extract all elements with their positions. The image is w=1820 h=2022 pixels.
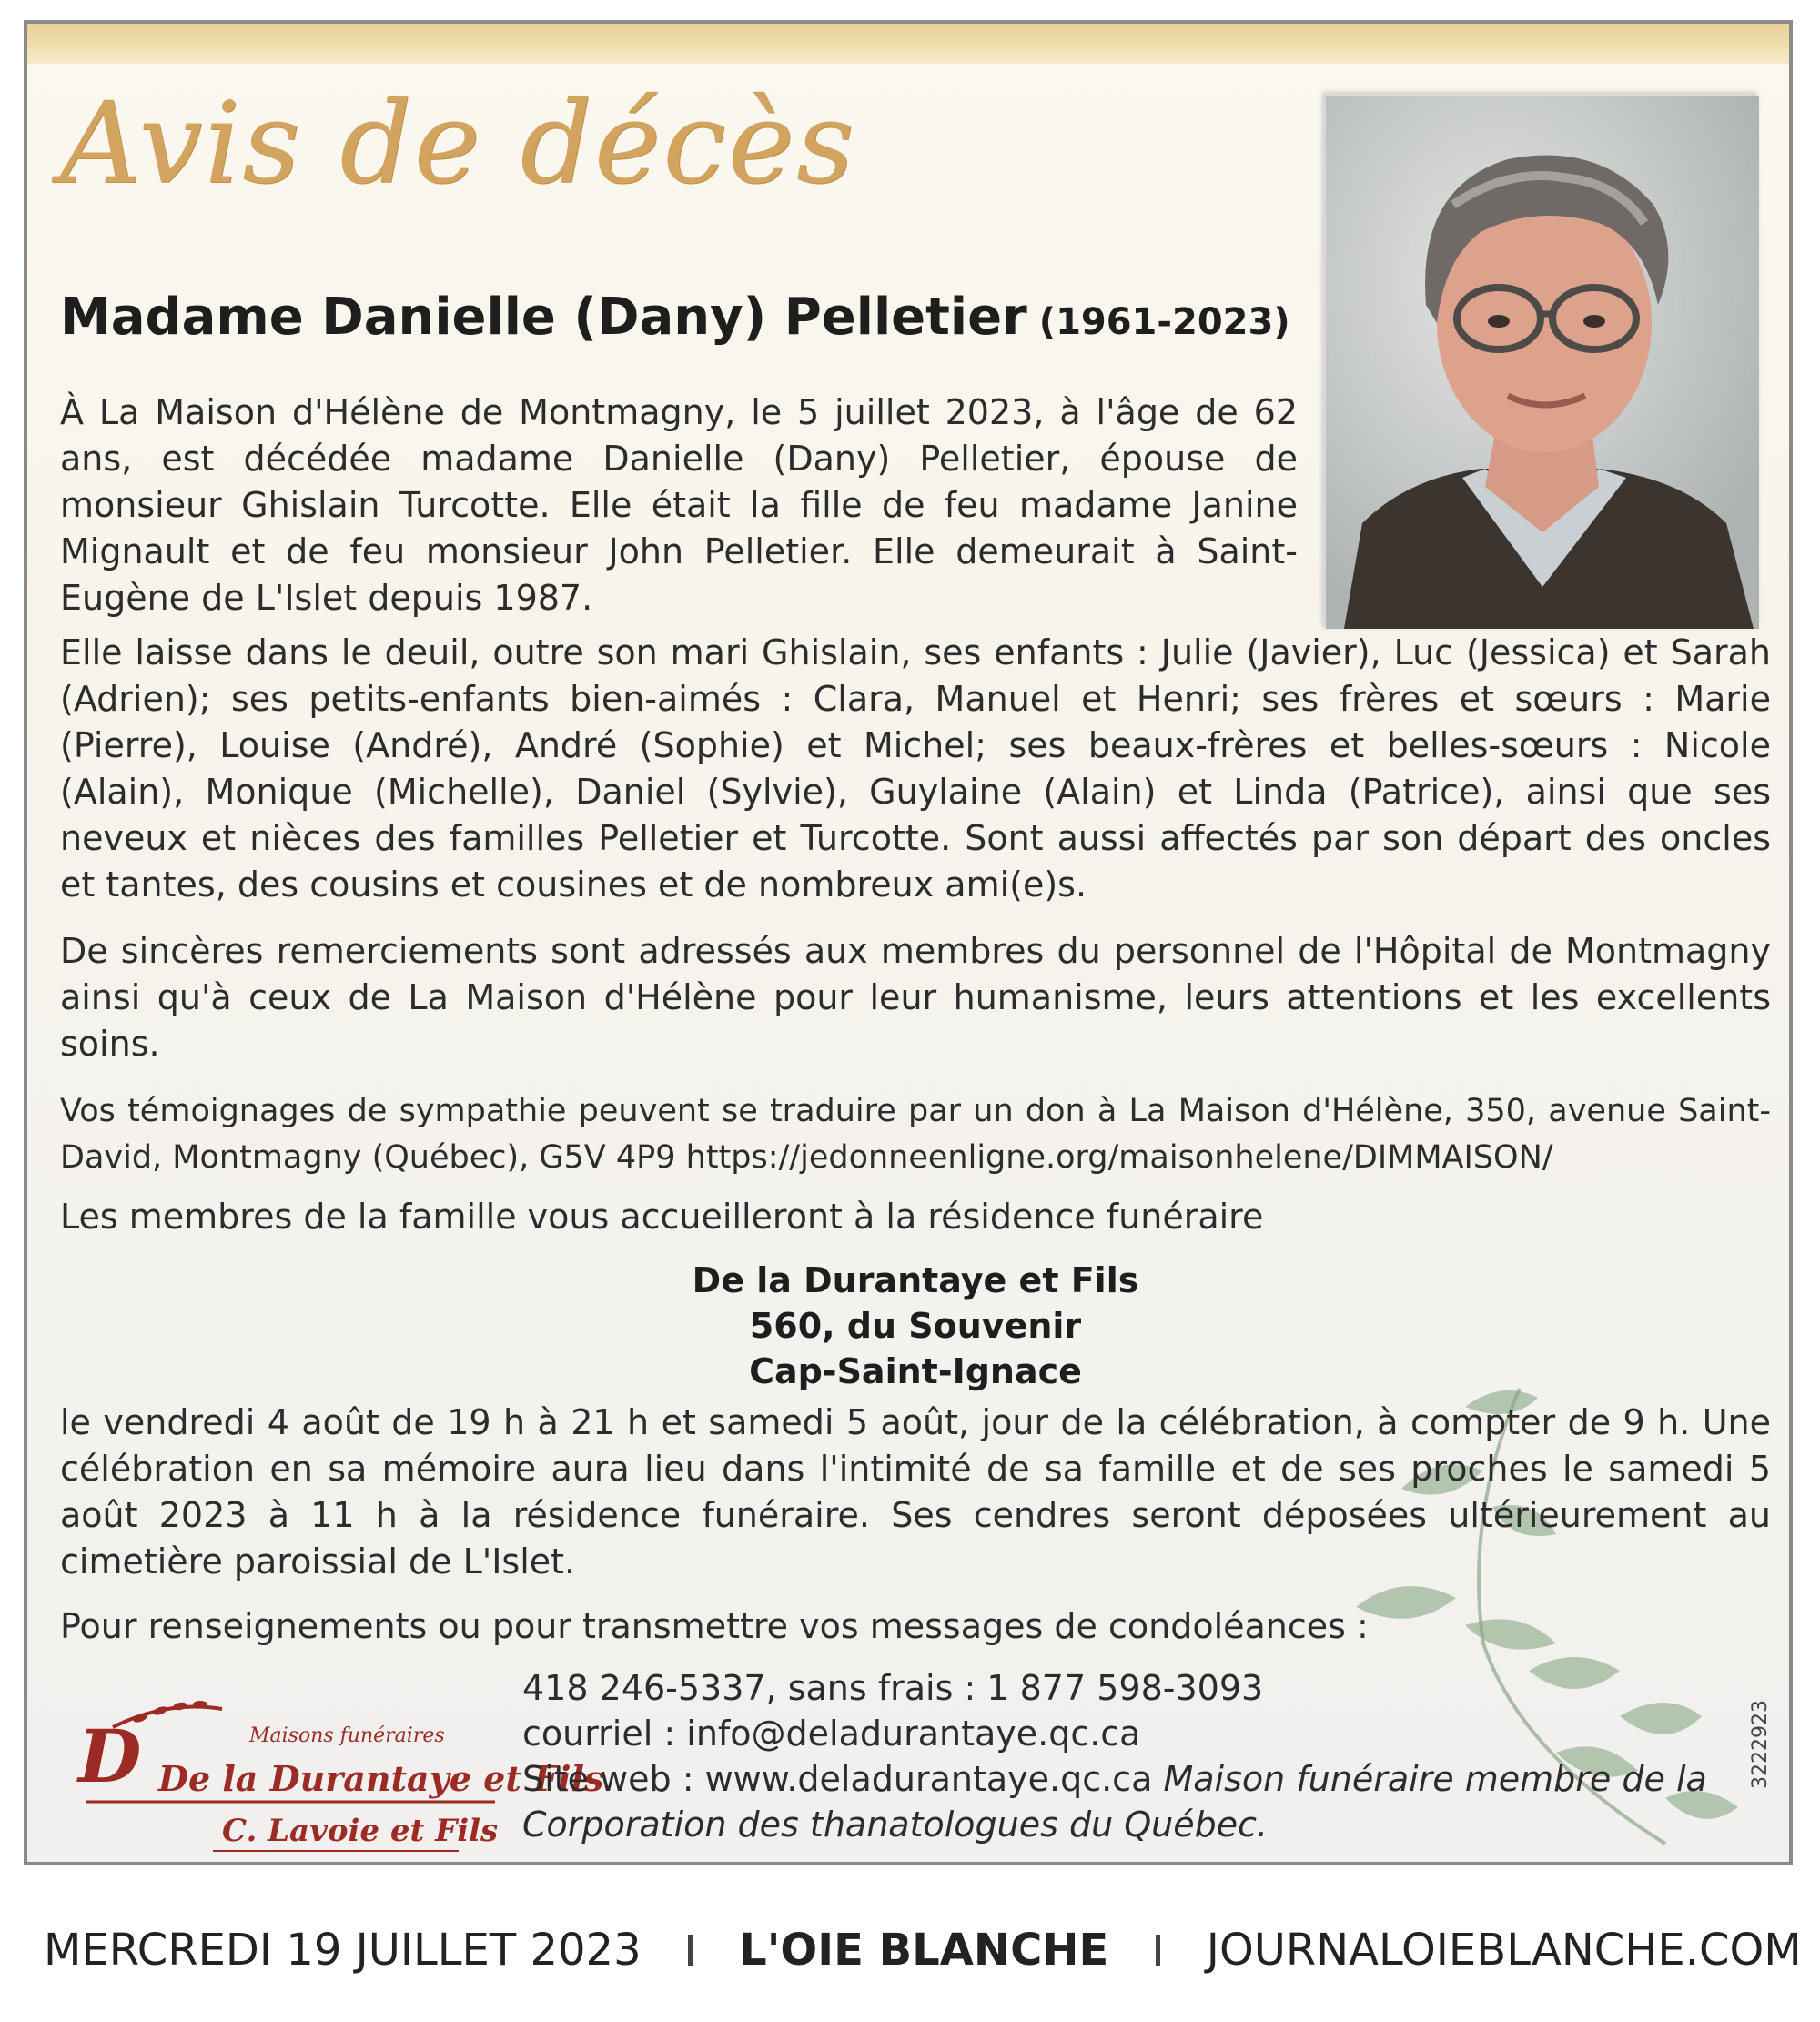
footer-website: JOURNALOIEBLANCHE.COM [1206, 1925, 1802, 1976]
paragraph-donations: Vos témoignages de sympathie peuvent se traduire par un don à La Maison d'Hélène, 350, avenue Saint-David, Montmagny (Québec), G5V 4P9 https://jedonneenligne.org/maisonhelene/DIMMAISON/ [60, 1093, 1771, 1176]
logo-line-3: C. Lavoie et Fils [222, 1813, 499, 1849]
logo-initial: D [78, 1714, 142, 1799]
venue-city: Cap-Saint-Ignace [749, 1351, 1082, 1391]
logo-graphic [58, 1691, 604, 1864]
life-years: (1961-2023) [1038, 301, 1290, 343]
venue-street: 560, du Souvenir [749, 1306, 1082, 1346]
footer-date: MERCREDI 19 JUILLET 2023 [44, 1925, 642, 1976]
paragraph-death-details: À La Maison d'Hélène de Montmagny, le 5 juillet 2023, à l'âge de 62 ans, est décédée madame Danielle (Dany) Pelletier, épouse de monsieur Ghislain Turcotte. Elle était la fille de feu madame Janine Mignault et de feu monsieur John Pelletier. Elle demeurait à Saint-Eugène de L'Islet depuis 1987. [60, 392, 1298, 618]
contact-phone: 418 246-5337, sans frais : 1 877 598-3093 [522, 1668, 1264, 1708]
membership-note: Maison funéraire membre de la Corporation des thanatologues du Québec. [522, 1759, 1707, 1845]
deceased-name-line [60, 288, 1290, 347]
ad-reference-code: 3222923 [1749, 1700, 1772, 1789]
contact-web-line [522, 1756, 1742, 1847]
footer-newspaper-name: L'OIE BLANCHE [739, 1925, 1109, 1976]
paragraph-contact-intro: Pour renseignements ou pour transmettre vos messages de condoléances : [60, 1606, 1369, 1646]
portrait-illustration [1326, 96, 1759, 629]
logo-line-1: Maisons funéraires [249, 1724, 445, 1747]
portrait-photo [1323, 93, 1756, 626]
logo-line-2: De la Durantaye et Fils [158, 1758, 604, 1799]
contact-details [522, 1665, 1742, 1847]
funeral-home-logo [58, 1691, 604, 1864]
footer-separator [688, 1935, 693, 1966]
obituary-notice [24, 20, 1793, 1865]
newspaper-footer [44, 1922, 1802, 1977]
notice-heading: Avis de décès [60, 78, 856, 209]
gold-header-band [27, 24, 1789, 64]
deceased-name: Madame Danielle (Dany) Pelletier [60, 288, 1027, 347]
paragraph-ceremony: le vendredi 4 août de 19 h à 21 h et samedi 5 août, jour de la célébration, à compter de 9 h. Une célébration en sa mémoire aura lieu dans l'intimité de sa famille et de ses proches le samedi 5 août 2023 à 11 h à la résidence funéraire. Ses cendres seront déposées ultérieurement au cimetière paroissial de L'Islet. [60, 1402, 1771, 1582]
paragraph-welcome: Les membres de la famille vous accueilleront à la résidence funéraire [60, 1197, 1264, 1237]
contact-email: courriel : info@deladurantaye.qc.ca [522, 1714, 1141, 1754]
venue-name: De la Durantaye et Fils [692, 1260, 1139, 1300]
footer-separator [1156, 1935, 1160, 1966]
paragraph-thanks: De sincères remerciements sont adressés aux membres du personnel de l'Hôpital de Montmagny ainsi qu'à ceux de La Maison d'Hélène pour leur humanisme, leurs attentions et les excellents soins. [60, 931, 1771, 1064]
paragraph-survivors: Elle laisse dans le deuil, outre son mari Ghislain, ses enfants : Julie (Javier), Luc (Jessica) et Sarah (Adrien); ses petits-enfants bien-aimés : Clara, Manuel et Henri; ses frères et sœurs : Marie (Pierre), Louise (André), André (Sophie) et Michel; ses beaux-frères et belles-sœurs : Nicole (Alain), Monique (Michelle), Daniel (Sylvie), Guylaine (Alain) et Linda (Patrice), ainsi que ses neveux et nièces des familles Pelletier et Turcotte. Sont aussi affectés par son départ des oncles et tantes, des cousins et cousines et de nombreux ami(e)s. [60, 632, 1771, 905]
contact-website: Site web : www.deladurantaye.qc.ca [522, 1759, 1153, 1799]
